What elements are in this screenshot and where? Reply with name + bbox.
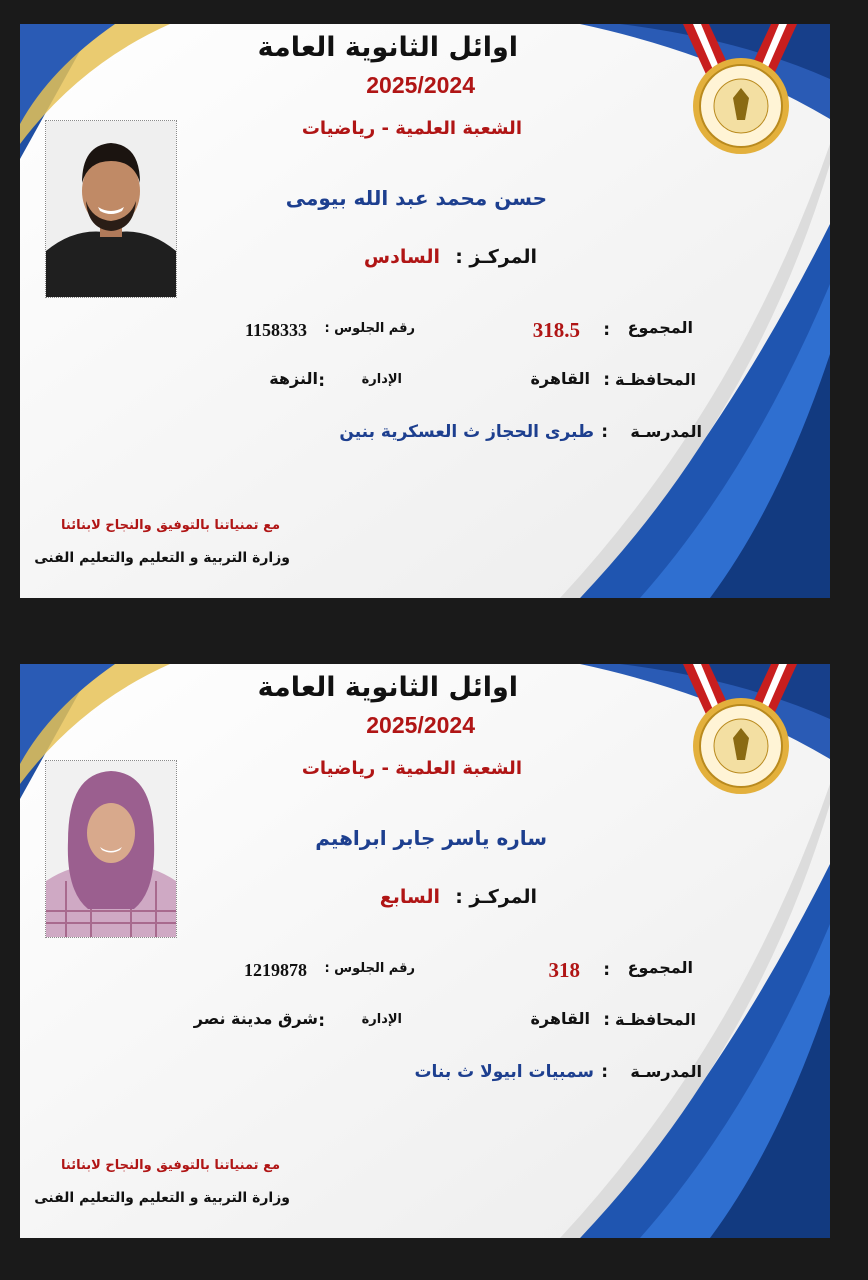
rank-label: المركـز :	[455, 886, 537, 908]
school-label: المدرسـة	[630, 422, 702, 441]
governorate-value: القاهرة	[530, 1009, 590, 1028]
seat-number-label: رقم الجلوس :	[324, 961, 415, 976]
ministry-seal-medal	[675, 664, 805, 796]
card-title: اوائل الثانوية العامة	[257, 672, 518, 703]
school-label: المدرسـة	[630, 1062, 702, 1081]
branch-label: الشعبة العلمية - رياضيات	[301, 758, 522, 779]
administration-colon: :	[318, 371, 325, 391]
card-title: اوائل الثانوية العامة	[257, 32, 518, 63]
ministry-text: وزارة التربية و التعليم والتعليم الفنى	[34, 1190, 290, 1206]
wishes-text: مع تمنياتنا بالتوفيق والنجاح لابنائنا	[61, 518, 280, 533]
student-photo	[45, 120, 177, 298]
total-value: 318	[548, 958, 580, 982]
seat-number-value: 1219878	[244, 960, 307, 980]
governorate-value: القاهرة	[530, 369, 590, 388]
academic-year: 2025/2024	[366, 72, 475, 98]
student-photo	[45, 760, 177, 938]
ministry-text: وزارة التربية و التعليم والتعليم الفنى	[34, 550, 290, 566]
total-value: 318.5	[532, 318, 580, 342]
total-colon: :	[603, 960, 610, 980]
administration-value: النزهة	[269, 369, 318, 388]
school-colon: :	[601, 422, 608, 442]
total-label: المجموع	[627, 318, 693, 337]
rank-value: السابع	[379, 886, 440, 908]
school-value: سمبيات ابيولا ث بنات	[414, 1062, 594, 1082]
seat-number-label: رقم الجلوس :	[324, 321, 415, 336]
governorate-label: المحافظـة	[615, 370, 696, 389]
total-label: المجموع	[627, 958, 693, 977]
student-name: ساره ياسر جابر ابراهيم	[315, 826, 547, 850]
governorate-label: المحافظـة	[615, 1010, 696, 1029]
governorate-colon: :	[603, 370, 610, 390]
rank-value: السادس	[363, 246, 440, 268]
branch-label: الشعبة العلمية - رياضيات	[301, 118, 522, 139]
ministry-seal-medal	[675, 24, 805, 156]
governorate-colon: :	[603, 1010, 610, 1030]
rank-label: المركـز :	[455, 246, 537, 268]
administration-value: شرق مدينة نصر	[193, 1009, 318, 1028]
certificate-card-2	[20, 664, 830, 1238]
wishes-text: مع تمنياتنا بالتوفيق والنجاح لابنائنا	[61, 1158, 280, 1173]
student-name: حسن محمد عبد الله بيومى	[285, 186, 547, 210]
certificate-card-1	[20, 24, 830, 598]
total-colon: :	[603, 320, 610, 340]
academic-year: 2025/2024	[366, 712, 475, 738]
administration-colon: :	[318, 1011, 325, 1031]
school-colon: :	[601, 1062, 608, 1082]
administration-label: الإدارة	[361, 372, 402, 387]
school-value: طبرى الحجاز ث العسكرية بنين	[339, 422, 594, 442]
administration-label: الإدارة	[361, 1012, 402, 1027]
seat-number-value: 1158333	[244, 320, 307, 340]
